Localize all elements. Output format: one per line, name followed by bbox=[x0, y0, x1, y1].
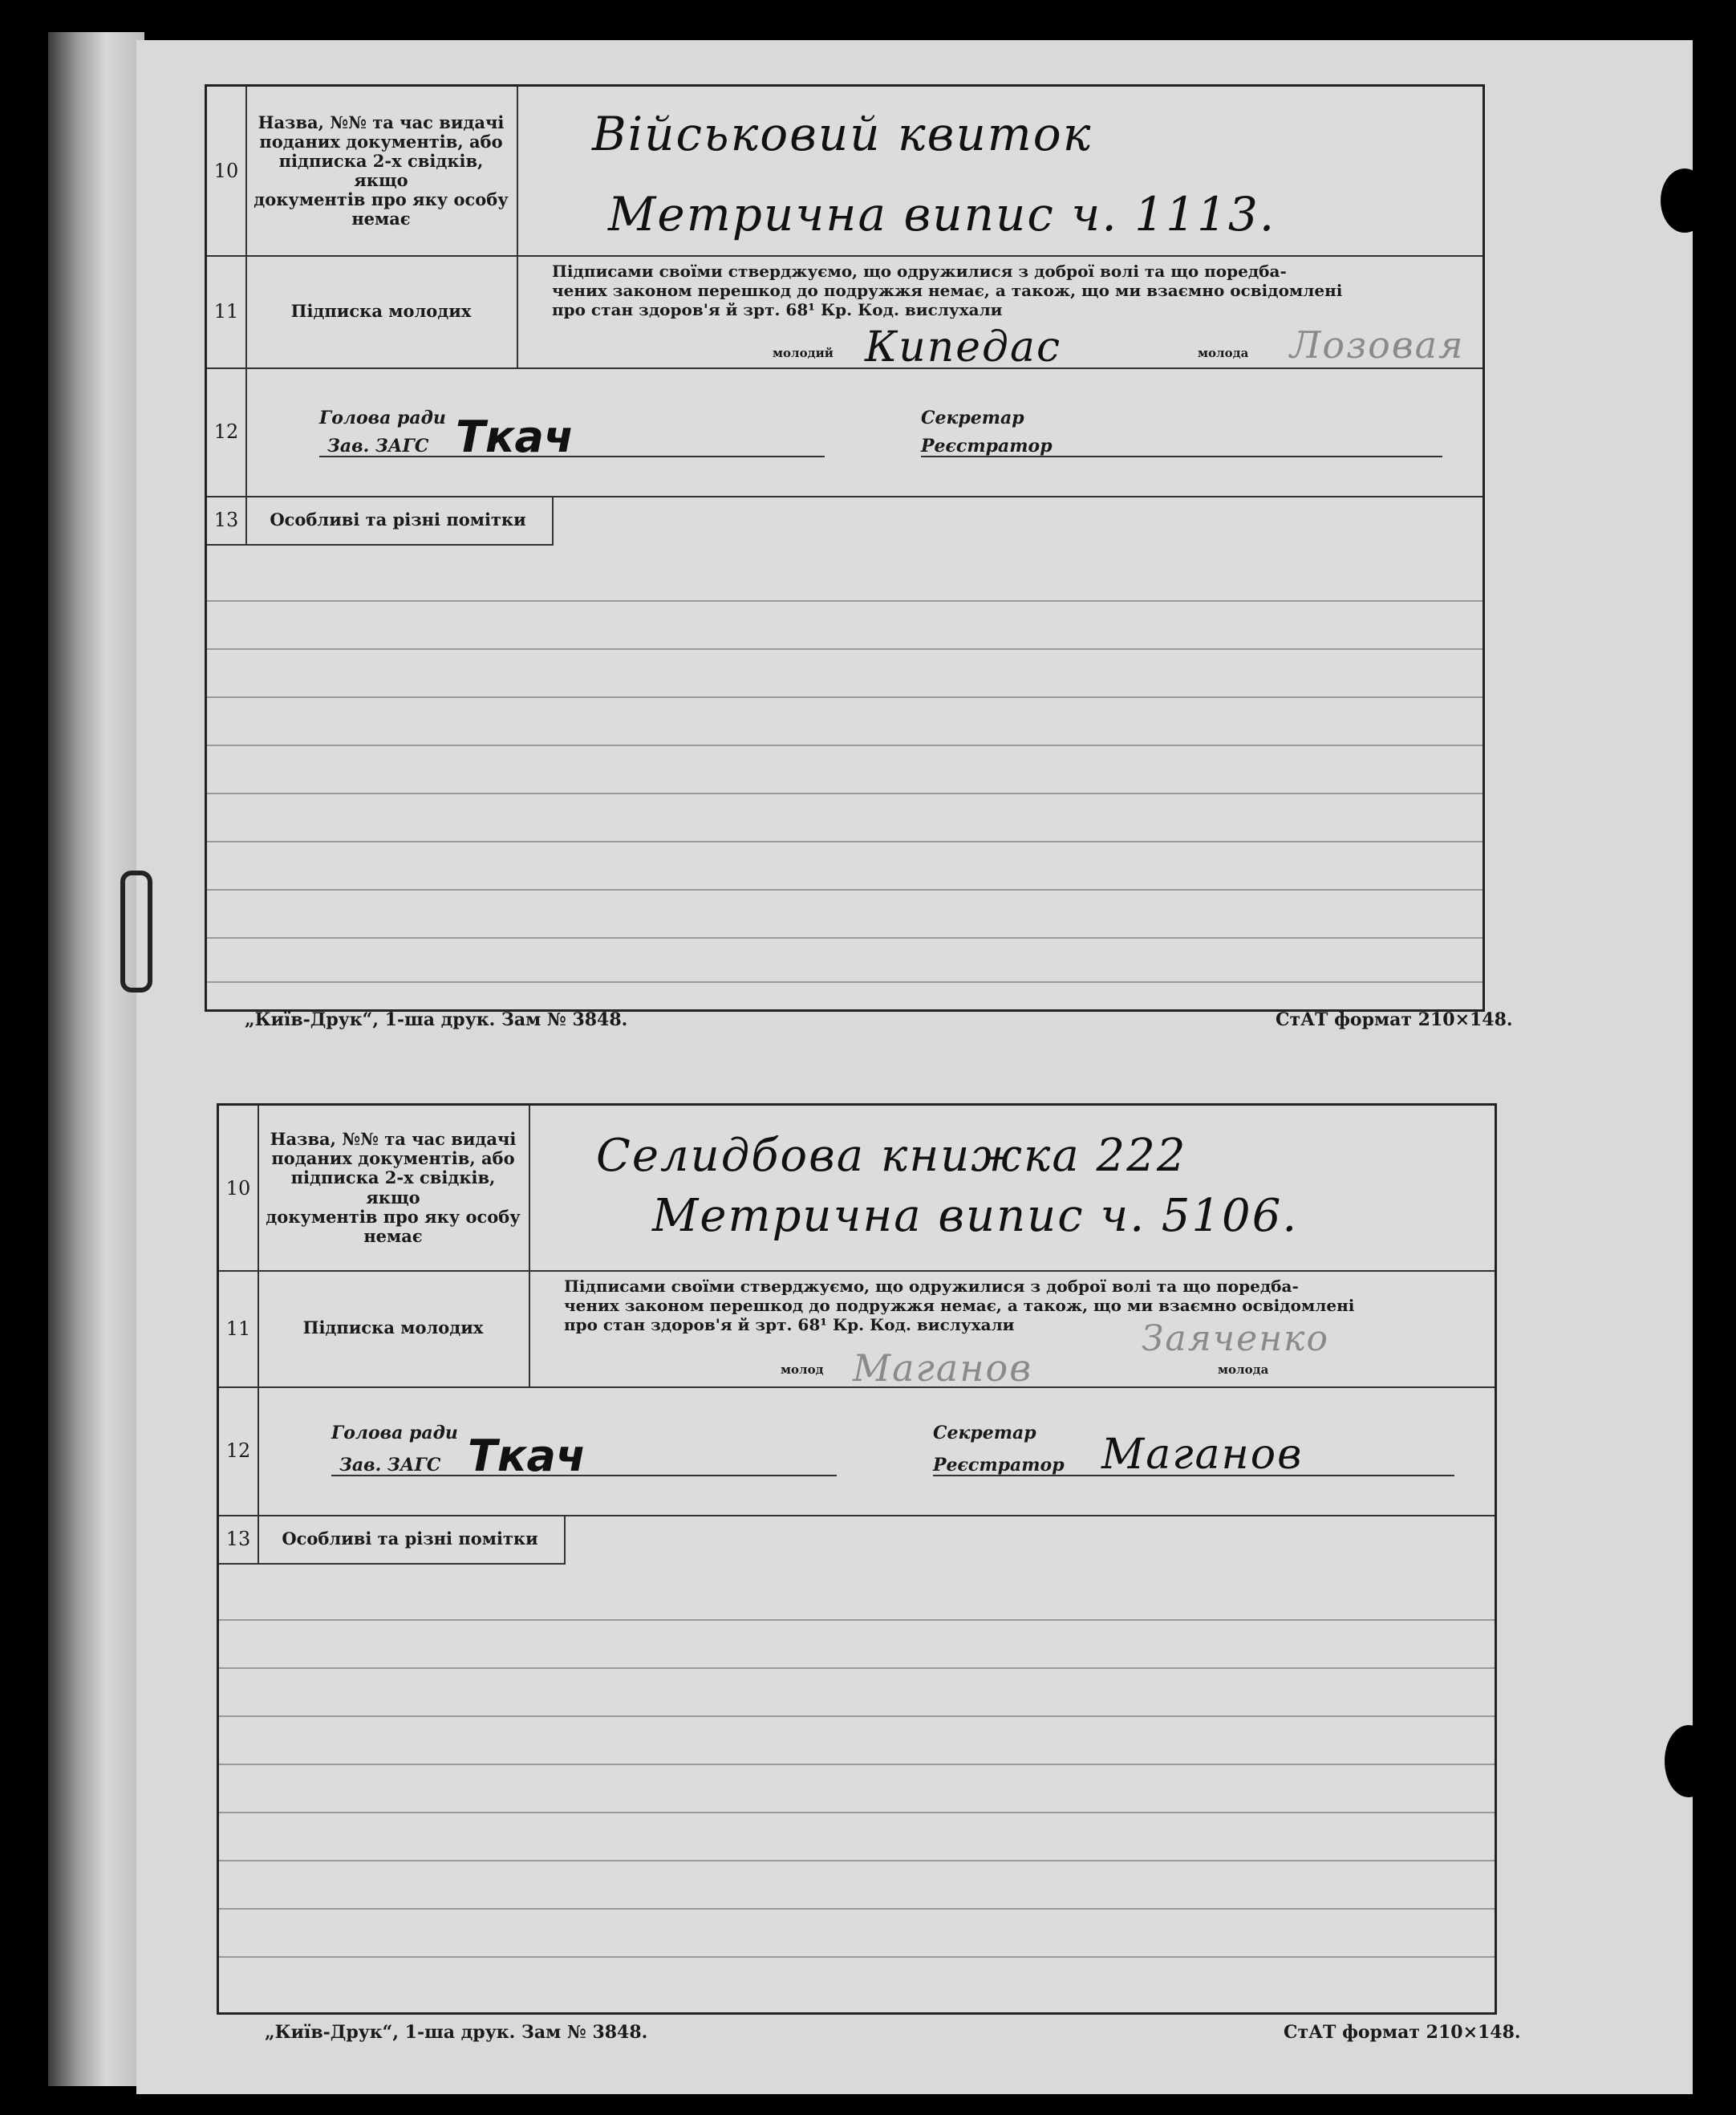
format-note: СтАТ формат 210×148. bbox=[1284, 2022, 1521, 2043]
handwritten-document-2: Метрична випис ч. 1113. bbox=[608, 187, 1276, 242]
format-note: СтАТ формат 210×148. bbox=[1276, 1009, 1513, 1030]
row-number: 10 bbox=[219, 1106, 259, 1270]
printer-imprint: „Київ-Друк“, 1-ша друк. Зам № 3848. bbox=[245, 1009, 628, 1030]
note-line bbox=[207, 745, 1482, 746]
groom-label: молодий bbox=[773, 346, 834, 360]
row-number: 11 bbox=[207, 255, 247, 367]
ink-blot bbox=[1665, 1725, 1713, 1797]
row-number: 13 bbox=[207, 496, 247, 544]
row-number: 13 bbox=[219, 1515, 259, 1563]
row-number: 11 bbox=[219, 1270, 259, 1386]
note-line bbox=[219, 1715, 1495, 1717]
note-line bbox=[207, 793, 1482, 794]
bride-signature: Заяченко bbox=[1142, 1318, 1329, 1359]
note-line bbox=[219, 1860, 1495, 1861]
note-line bbox=[207, 981, 1482, 983]
row-13 bbox=[207, 496, 554, 546]
handwritten-document-1: Військовий квиток bbox=[592, 107, 1093, 161]
row-13 bbox=[219, 1515, 566, 1565]
note-line bbox=[219, 1908, 1495, 1910]
head-label: Голова ради bbox=[319, 408, 446, 428]
groom-signature: Кипедас bbox=[865, 323, 1062, 371]
bride-signature: Лозовая bbox=[1290, 323, 1465, 367]
signature-label: Підписка молодих bbox=[258, 1270, 530, 1386]
registrar-signature: Маганов bbox=[1101, 1431, 1304, 1479]
consent-statement: Підписами своїми стверджуємо, що одружилися з доброї волі та що поредба- чених законом перешкод до подружжя немає, а також, що ми взаємно освідомлені про стан здоров'я й зрт. 68¹ Кр. Код. вислухали bbox=[552, 262, 1343, 319]
official-signature: Ткач bbox=[456, 412, 574, 462]
row-10 bbox=[207, 87, 1482, 257]
row-10 bbox=[219, 1106, 1495, 1272]
official-signature: Ткач bbox=[468, 1431, 586, 1481]
row-12 bbox=[219, 1386, 1495, 1516]
groom-label: молод bbox=[781, 1362, 824, 1377]
binder-ring bbox=[120, 871, 152, 993]
note-line bbox=[219, 1667, 1495, 1669]
row-11 bbox=[207, 255, 1482, 369]
note-line bbox=[207, 937, 1482, 939]
notes-label: Особливі та різні помітки bbox=[270, 509, 526, 530]
signature-label: Підписка молодих bbox=[245, 255, 518, 367]
registrar-label: Реєстратор bbox=[921, 436, 1053, 457]
ink-blot bbox=[1661, 168, 1709, 233]
documents-label: Назва, №№ та час видачі поданих документів, або підписка 2-х свідків, якщо документів про яку особу немає bbox=[245, 87, 518, 255]
bride-label: молода bbox=[1198, 346, 1249, 360]
note-line bbox=[219, 1956, 1495, 1958]
signature-line bbox=[921, 456, 1442, 457]
zags-label: Зав. ЗАГС bbox=[339, 1455, 441, 1476]
note-line bbox=[207, 889, 1482, 891]
row-number: 10 bbox=[207, 87, 247, 255]
binder-edge bbox=[48, 32, 144, 2086]
notes-label: Особливі та різні помітки bbox=[282, 1528, 538, 1549]
secretary-label: Секретар bbox=[921, 408, 1024, 428]
registrar-label: Реєстратор bbox=[933, 1455, 1065, 1476]
groom-signature: Маганов bbox=[853, 1346, 1032, 1390]
secretary-label: Секретар bbox=[933, 1423, 1036, 1443]
printer-imprint: „Київ-Друк“, 1-ша друк. Зам № 3848. bbox=[265, 2022, 648, 2043]
row-11 bbox=[219, 1270, 1495, 1388]
bride-label: молода bbox=[1218, 1362, 1269, 1377]
marriage-record-form-2 bbox=[217, 1103, 1497, 2015]
note-line bbox=[219, 1812, 1495, 1813]
note-line bbox=[207, 841, 1482, 842]
note-line bbox=[219, 1619, 1495, 1621]
row-number: 12 bbox=[207, 367, 247, 496]
handwritten-document-1: Селидбова книжка 222 bbox=[596, 1130, 1187, 1182]
note-line bbox=[207, 600, 1482, 602]
zags-label: Зав. ЗАГС bbox=[327, 436, 429, 457]
handwritten-document-2: Метрична випис ч. 5106. bbox=[652, 1190, 1299, 1242]
note-line bbox=[207, 696, 1482, 698]
note-line bbox=[207, 648, 1482, 650]
note-line bbox=[219, 1764, 1495, 1765]
head-label: Голова ради bbox=[331, 1423, 458, 1443]
documents-label: Назва, №№ та час видачі поданих документів, або підписка 2-х свідків, якщо документів про яку особу немає bbox=[258, 1106, 530, 1270]
row-number: 12 bbox=[219, 1386, 259, 1515]
consent-statement: Підписами своїми стверджуємо, що одружилися з доброї волі та що поредба- чених законом перешкод до подружжя немає, а також, що ми взаємно освідомлені про стан здоров'я й зрт. 68¹ Кр. Код. вислухали bbox=[564, 1277, 1355, 1334]
marriage-record-form-1 bbox=[205, 84, 1485, 1012]
row-12 bbox=[207, 367, 1482, 497]
